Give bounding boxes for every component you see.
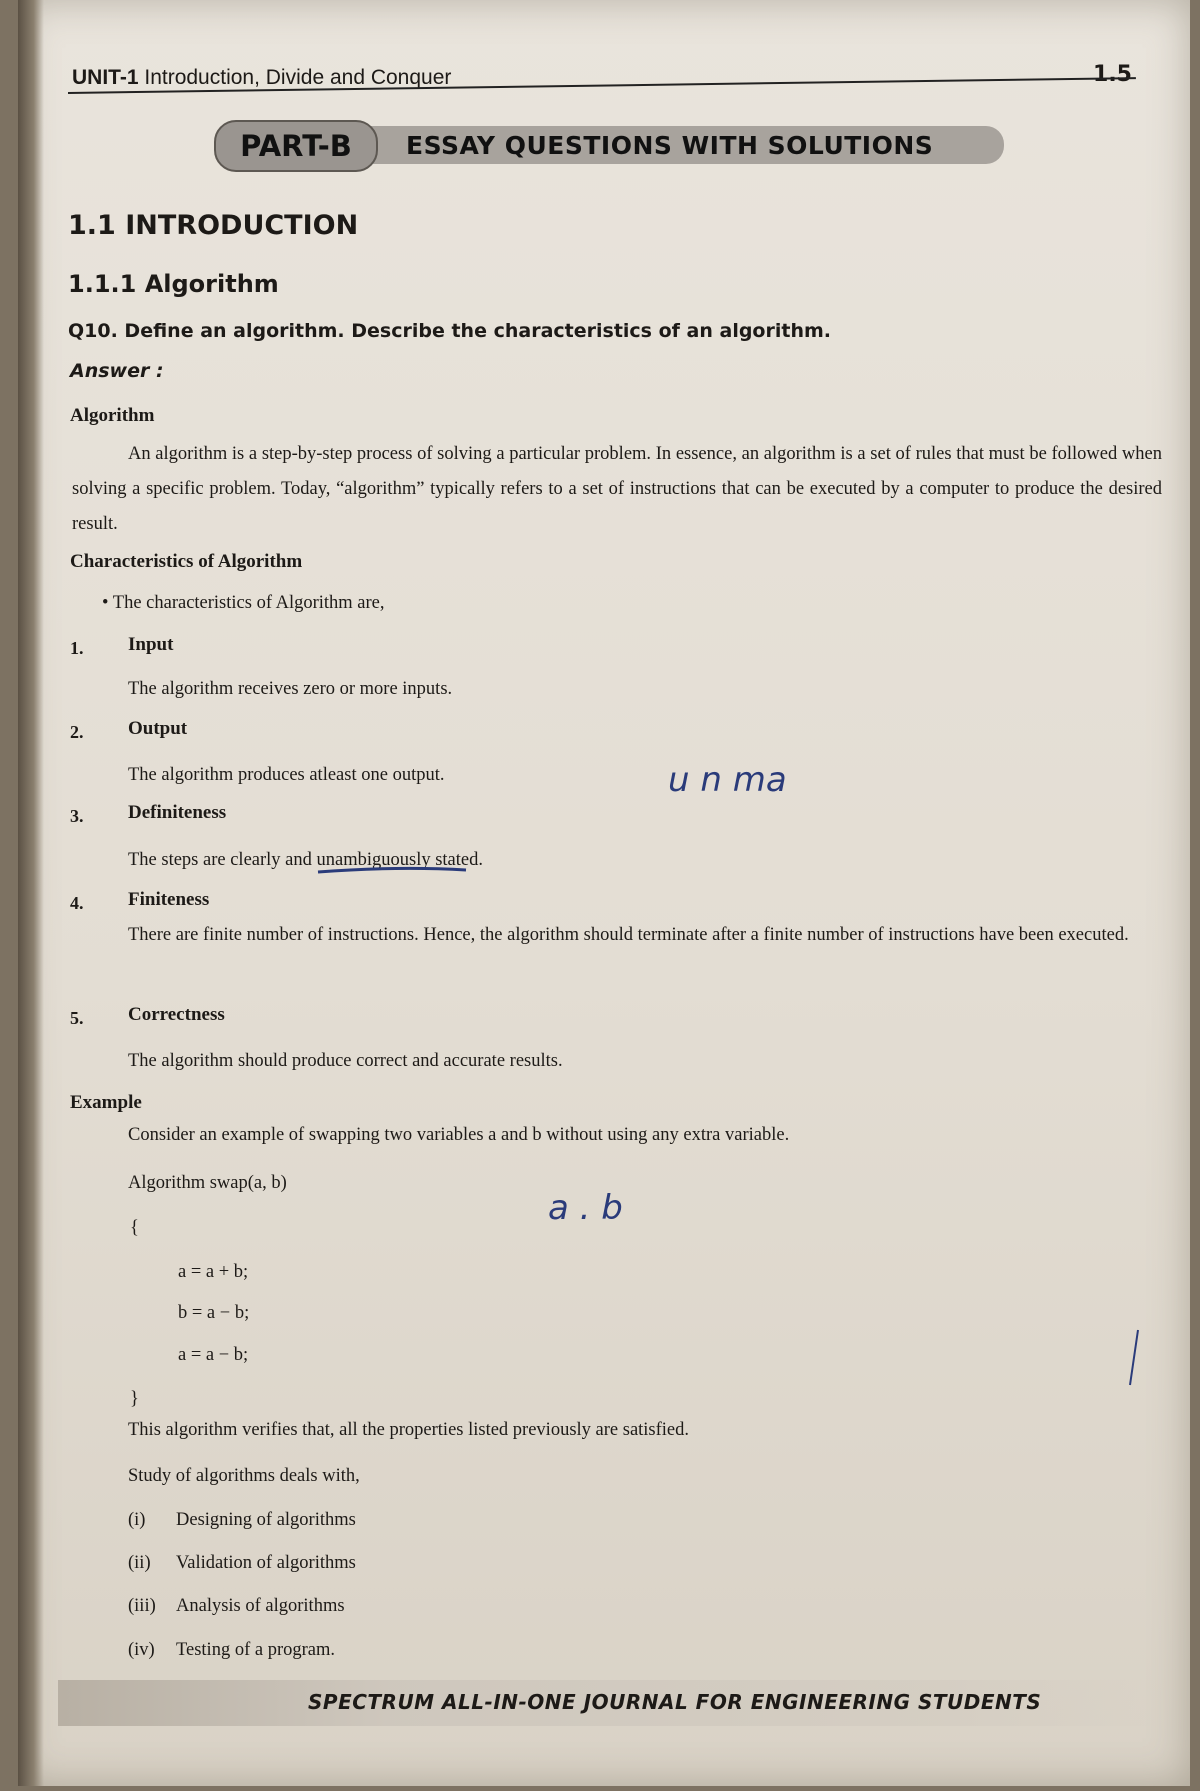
definition-paragraph: An algorithm is a step-by-step process of solving a particular problem. In essence, an algorithm is a set of rules that must be followed when solving a specific problem. Today, “algorithm” typically refers to a set of instructions that can be executed by a computer to produce the desired result. bbox=[72, 444, 1162, 534]
item-title-correctness: Correctness bbox=[128, 1004, 225, 1025]
code-line: Algorithm swap(a, b) bbox=[128, 1173, 287, 1193]
code-line: a = a − b; bbox=[178, 1345, 249, 1365]
item-body-output: The algorithm produces atleast one output. bbox=[128, 765, 445, 785]
item-number: 2. bbox=[70, 722, 84, 742]
subsection-heading: 1.1.1 Algorithm bbox=[68, 270, 279, 298]
book-page bbox=[18, 0, 1190, 1786]
study-num: (i) bbox=[128, 1510, 146, 1530]
part-badge: PART-B bbox=[214, 120, 378, 172]
code-line: a = a + b; bbox=[178, 1262, 249, 1282]
item-number: 1. bbox=[70, 638, 84, 658]
unit-title: Introduction, Divide and Conquer bbox=[144, 66, 452, 89]
footer-text: SPECTRUM ALL-IN-ONE JOURNAL FOR ENGINEERING STUDENTS bbox=[308, 1690, 1042, 1714]
study-item: Validation of algorithms bbox=[176, 1553, 356, 1573]
item-body-input: The algorithm receives zero or more inputs. bbox=[128, 679, 453, 699]
conclusion-text: This algorithm verifies that, all the properties listed previously are satisfied. bbox=[128, 1420, 690, 1440]
study-num: (iii) bbox=[128, 1596, 156, 1616]
study-item: Analysis of algorithms bbox=[176, 1596, 345, 1616]
handwritten-note: u n ma bbox=[668, 760, 787, 800]
section-heading: 1.1 INTRODUCTION bbox=[68, 210, 359, 241]
study-num: (iv) bbox=[128, 1640, 155, 1660]
study-intro: Study of algorithms deals with, bbox=[128, 1466, 360, 1486]
characteristics-heading: Characteristics of Algorithm bbox=[70, 551, 303, 572]
item-title-output: Output bbox=[128, 718, 188, 739]
item-body-correctness: The algorithm should produce correct and accurate results. bbox=[128, 1051, 563, 1071]
study-item: Testing of a program. bbox=[176, 1640, 335, 1660]
example-intro: Consider an example of swapping two variables a and b without using any extra variable. bbox=[128, 1125, 790, 1145]
characteristics-intro: • The characteristics of Algorithm are, bbox=[102, 593, 385, 613]
item-number: 3. bbox=[70, 806, 84, 826]
item-number: 5. bbox=[70, 1008, 84, 1028]
code-line: b = a − b; bbox=[178, 1303, 250, 1323]
part-banner-title: ESSAY QUESTIONS WITH SOLUTIONS bbox=[364, 126, 1004, 164]
item-title-definiteness: Definiteness bbox=[128, 802, 227, 823]
unit-label: UNIT-1 bbox=[72, 66, 139, 89]
answer-label: Answer : bbox=[70, 360, 164, 382]
question-text: Q10. Define an algorithm. Describe the characteristics of an algorithm. bbox=[68, 320, 831, 342]
study-item: Designing of algorithms bbox=[176, 1510, 356, 1530]
handwritten-note: a . b bbox=[548, 1188, 623, 1228]
algorithm-heading: Algorithm bbox=[70, 405, 155, 426]
code-line: } bbox=[130, 1389, 139, 1409]
item-body-finiteness: There are finite number of instructions. Hence, the algorithm should terminate after a finite number of instructions have been executed. bbox=[128, 925, 1129, 945]
item-body-definiteness: The steps are clearly and unambiguously stated. bbox=[128, 850, 483, 870]
item-title-input: Input bbox=[128, 634, 174, 655]
margin-pen-mark bbox=[1130, 1330, 1138, 1385]
item-title-finiteness: Finiteness bbox=[128, 889, 210, 910]
underline-pen-mark bbox=[318, 868, 466, 872]
code-line: { bbox=[130, 1218, 139, 1238]
example-heading: Example bbox=[70, 1092, 142, 1113]
item-number: 4. bbox=[70, 893, 84, 913]
pen-marks bbox=[18, 0, 1190, 1786]
study-num: (ii) bbox=[128, 1553, 151, 1573]
page-number: 1.5 bbox=[1093, 62, 1132, 87]
